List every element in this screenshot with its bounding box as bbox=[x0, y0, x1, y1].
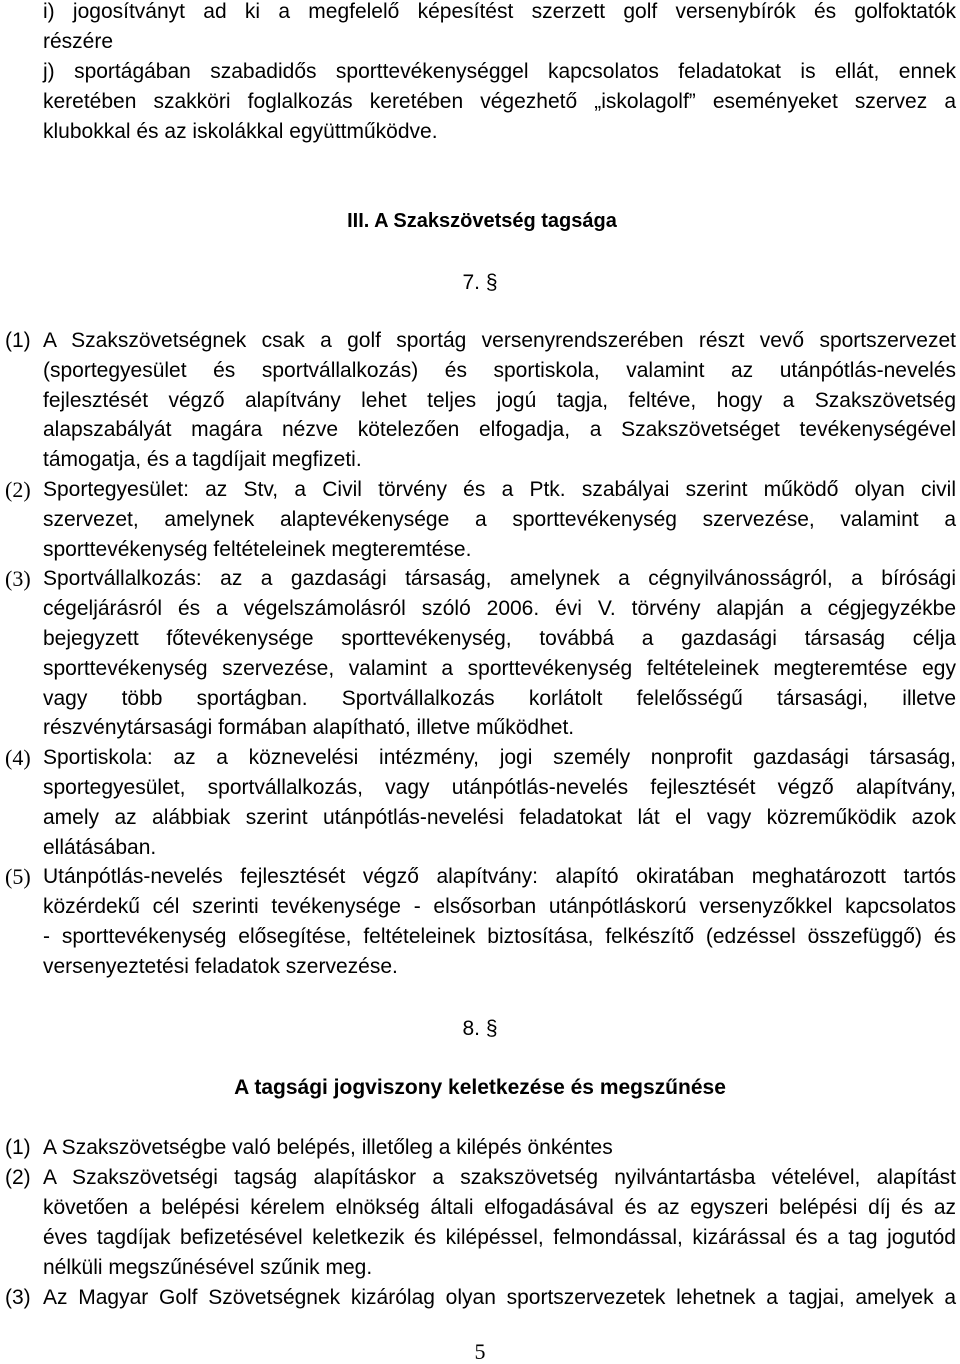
text-line: Sportiskola: az a köznevelési intézmény, jogi személy nonprofit gazdasági társaság, bbox=[43, 746, 956, 770]
text-line: éves tagdíjak befizetésével keletkezik és kilépéssel, felmondással, kizárással és a tag jogutód bbox=[43, 1226, 956, 1249]
text-line: Az Magyar Golf Szövetségnek kizárólag olyan sportszervezetek lehetnek a tagjai, amelyek a bbox=[43, 1286, 956, 1309]
text-line: Sportegyesület: az Stv, a Civil törvény és a Ptk. szabályai szerint működő olyan civil bbox=[43, 477, 956, 501]
text-line: követően a belépési kérelem elnökség általi elfogadásával és az egyszeri belépési díj és az bbox=[43, 1196, 956, 1219]
paragraph bbox=[5, 564, 956, 743]
section-title: A tagsági jogviszony keletkezése és megszűnése bbox=[234, 1076, 726, 1099]
paragraph-number: (2) bbox=[5, 1166, 31, 1189]
text-line: klubokkal és az iskolákkal együttműködve. bbox=[43, 120, 438, 143]
text-line: - sporttevékenység elősegítése, feltételeinek biztosítása, felkészítő (edzéssel összefüggő) és bbox=[43, 924, 956, 948]
text-line: sporttevékenység szervezése, valamint a sporttevékenység feltételeinek megteremtése egy bbox=[43, 656, 956, 680]
text-line: részére bbox=[43, 30, 114, 53]
text-line: A Szakszövetségi tagság alapításkor a szakszövetség nyilvántartásba vételével, alapítást bbox=[43, 1166, 956, 1189]
text-line: bejegyzett főtevékenysége sporttevékenység, továbbá a gazdasági társaság célja bbox=[43, 626, 956, 650]
paragraph bbox=[5, 1163, 956, 1283]
text-line: közérdekű cél szerinti tevékenysége - elsősorban utánpótláskorú versenyzőkkel kapcsolatos bbox=[43, 895, 956, 919]
text-line: j) sportágában szabadidős sporttevékenységgel kapcsolatos feladatokat is ellát, ennek bbox=[43, 60, 956, 83]
text-line: fejlesztését végző alapítvány lehet teljes jogú tagja, feltéve, hogy a Szakszövetség bbox=[43, 388, 956, 412]
text-line: A Szakszövetségnek csak a golf sportág versenyrendszerében részt vevő sportszervezet bbox=[43, 329, 956, 352]
text-line: versenyeztetési feladatok szervezése. bbox=[43, 954, 398, 978]
section-heading: 7. § bbox=[462, 271, 498, 294]
text-line: amely az alábbiak szerint utánpótlás-nevelési feladatokat lát el vagy közreműködik azok bbox=[43, 805, 956, 829]
text-line: (sportegyesület és sportvállalkozás) és sportiskola, valamint az utánpótlás-nevelés bbox=[43, 358, 956, 382]
paragraph bbox=[5, 326, 956, 475]
paragraph-number: (5) bbox=[5, 864, 31, 890]
text-line: ellátásában. bbox=[43, 835, 157, 859]
text-line: nélküli megszűnésével szűnik meg. bbox=[43, 1256, 373, 1279]
paragraph bbox=[5, 1133, 956, 1163]
text-line: Sportvállalkozás: az a gazdasági társaság, amelynek a cégnyilvánosságról, a bírósági bbox=[43, 567, 956, 591]
list-item bbox=[43, 57, 956, 147]
paragraph bbox=[5, 743, 956, 862]
text-line: Utánpótlás-nevelés fejlesztését végző alapítvány: alapító okiratában meghatározott tartós bbox=[43, 865, 956, 889]
paragraph-number: (1) bbox=[5, 329, 31, 352]
paragraph-number: (3) bbox=[5, 566, 31, 592]
paragraph-number: (4) bbox=[5, 745, 31, 771]
text-line: szervezet, amelynek alaptevékenysége a sporttevékenység szervezése, valamint a bbox=[43, 507, 956, 531]
text-line: vagy több sportágban. Sportvállalkozás korlátolt felelősségű társasági, illetve bbox=[43, 686, 956, 710]
paragraph-number: (3) bbox=[5, 1286, 31, 1309]
section-heading: 8. § bbox=[462, 1017, 498, 1040]
text-line: sportegyesület, sportvállalkozás, vagy utánpótlás-nevelés fejlesztését végző alapítvány, bbox=[43, 775, 956, 799]
chapter-title: III. A Szakszövetség tagsága bbox=[347, 210, 617, 232]
paragraph-number: (2) bbox=[5, 476, 31, 502]
text-line: keretében szakköri foglalkozás keretében végezhető „iskolagolf” eseményeket szervez a bbox=[43, 90, 956, 113]
paragraph-number: (1) bbox=[5, 1136, 31, 1159]
paragraph bbox=[5, 475, 956, 564]
text-line: alapszabályát magára nézve kötelezően elfogadja, a Szakszövetséget tevékenységével bbox=[43, 418, 956, 442]
paragraph bbox=[5, 862, 956, 981]
text-line: cégeljárásról és a végelszámolásról szóló 2006. évi V. törvény alapján a cégjegyzékbe bbox=[43, 597, 956, 621]
text-line: részvénytársasági formában alapítható, illetve működhet. bbox=[43, 716, 575, 740]
list-item bbox=[43, 0, 956, 57]
text-line: A Szakszövetségbe való belépés, illetőleg a kilépés önkéntes bbox=[43, 1136, 613, 1159]
text-line: támogatja, és a tagdíjait megfizeti. bbox=[43, 448, 362, 472]
section-8-body bbox=[5, 1133, 956, 1313]
page-number: 5 bbox=[474, 1339, 486, 1364]
paragraph bbox=[5, 1283, 956, 1313]
intro-list bbox=[43, 0, 956, 147]
text-line: i) jogosítványt ad ki a megfelelő képesítést szerzett golf versenybírók és golfoktatók bbox=[43, 0, 956, 23]
section-7-body bbox=[5, 326, 956, 982]
text-line: sporttevékenység feltételeinek megteremtése. bbox=[43, 537, 472, 561]
